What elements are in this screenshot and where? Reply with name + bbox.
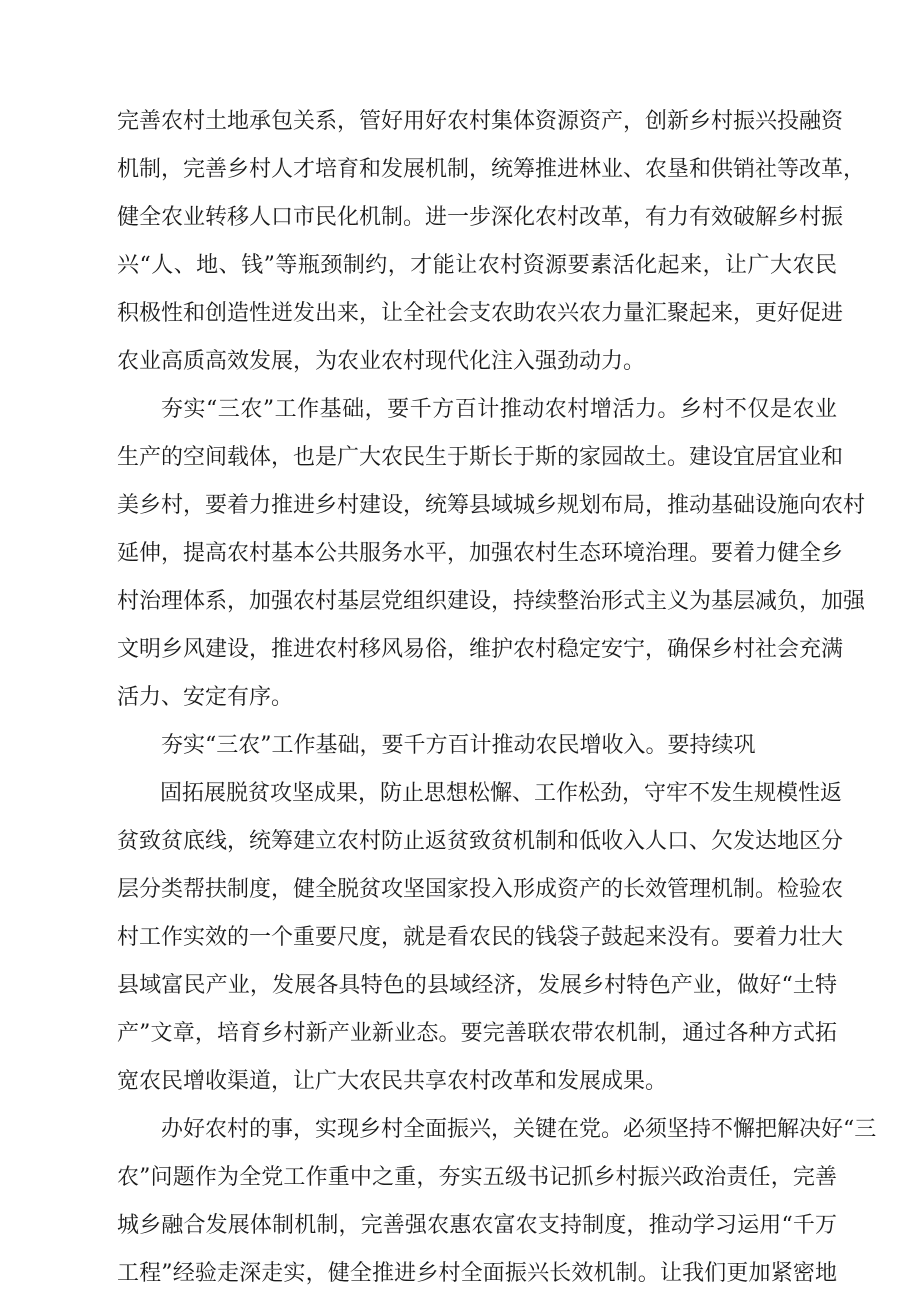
text-line: 固拓展脱贫攻坚成果，防止思想松懈、工作松劲，守牢不发生规模性返	[160, 781, 843, 806]
text-line: 健全农业转移人口市民化机制。进一步深化农村改革，有力有效破解乡村振	[117, 205, 844, 230]
paragraph-first-line: 夯实“三农”工作基础，要千方百计推动农民增收入。要持续巩	[161, 733, 756, 758]
text-line: 贫致贫底线，统筹建立农村防止返贫致贫机制和低收入人口、欠发达地区分	[117, 829, 844, 854]
text-line: 农业高质高效发展，为农业农村现代化注入强劲动力。	[117, 349, 646, 374]
text-line: 层分类帮扶制度，健全脱贫攻坚国家投入形成资产的长效管理机制。检验农	[117, 877, 844, 902]
paragraph-first-line: 夯实“三农”工作基础，要千方百计推动农村增活力。乡村不仅是农业	[161, 397, 837, 422]
paragraph-first-line: 办好农村的事，实现乡村全面振兴，关键在党。必须坚持不懈把解决好“三	[161, 1117, 877, 1142]
text-line: 活力、安定有序。	[117, 685, 294, 710]
text-line: 积极性和创造性迸发出来，让全社会支农助农兴农力量汇聚起来，更好促进	[117, 301, 844, 326]
text-line: 机制，完善乡村人才培育和发展机制，统筹推进林业、农垦和供销社等改革，	[117, 157, 866, 182]
text-line: 城乡融合发展体制机制，完善强农惠农富农支持制度，推动学习运用“千万	[117, 1213, 837, 1238]
text-line: 宽农民增收渠道，让广大农民共享农村改革和发展成果。	[117, 1069, 668, 1094]
text-line: 工程”经验走深走实，健全推进乡村全面振兴长效机制。让我们更加紧密地	[117, 1261, 837, 1286]
text-line: 村工作实效的一个重要尺度，就是看农民的钱袋子鼓起来没有。要着力壮大	[117, 925, 844, 950]
text-line: 延伸，提高农村基本公共服务水平，加强农村生态环境治理。要着力健全乡	[117, 541, 844, 566]
text-line: 农”问题作为全党工作重中之重，夯实五级书记抓乡村振兴政治责任，完善	[117, 1165, 837, 1190]
text-line: 文明乡风建设，推进农村移风易俗，维护农村稳定安宁，确保乡村社会充满	[117, 637, 844, 662]
text-line: 村治理体系，加强农村基层党组织建设，持续整治形式主义为基层减负，加强	[117, 589, 866, 614]
text-line: 生产的空间载体，也是广大农民生于斯长于斯的家园故土。建设宜居宜业和	[117, 445, 844, 470]
text-line: 完善农村土地承包关系，管好用好农村集体资源资产，创新乡村振兴投融资	[117, 109, 844, 134]
text-line: 美乡村，要着力推进乡村建设，统筹县域城乡规划布局，推动基础设施向农村	[117, 493, 866, 518]
text-line: 产”文章，培育乡村新产业新业态。要完善联农带农机制，通过各种方式拓	[117, 1021, 837, 1046]
text-line: 县域富民产业，发展各具特色的县域经济，发展乡村特色产业，做好“土特	[117, 973, 837, 998]
text-line: 兴“人、地、钱”等瓶颈制约，才能让农村资源要素活化起来，让广大农民	[117, 253, 837, 278]
